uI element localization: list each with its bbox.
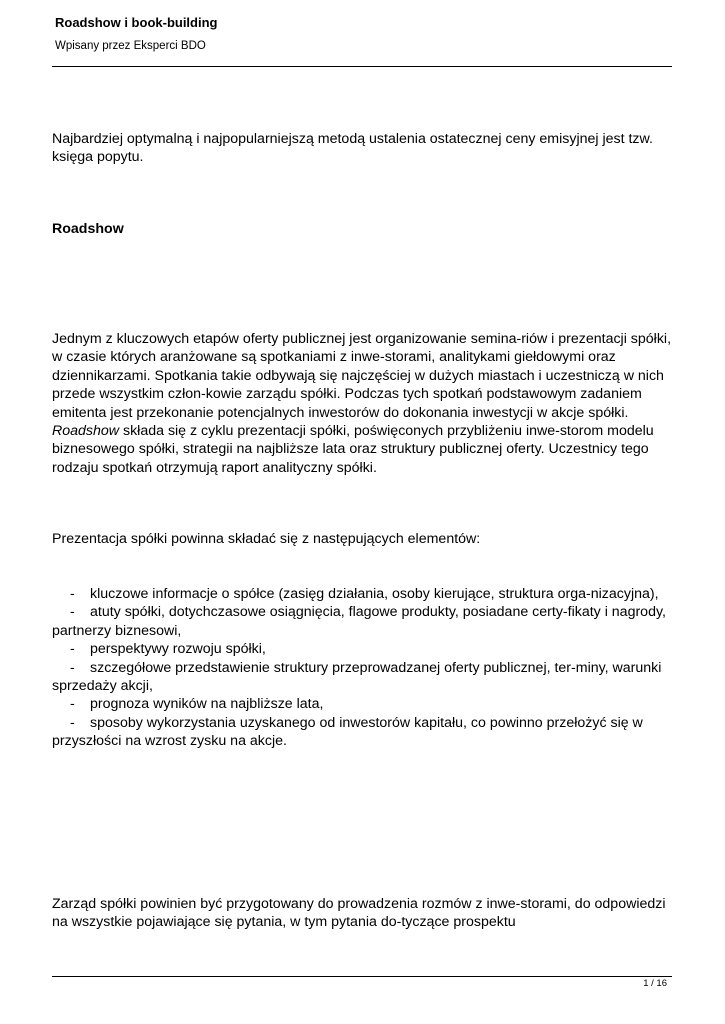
document-title: Roadshow i book-building [55, 15, 218, 30]
list-item [52, 585, 677, 603]
footer-divider [52, 976, 672, 977]
presentation-elements-list [52, 585, 677, 751]
list-item [52, 603, 677, 640]
board-preparation-paragraph: Zarząd spółki powinien być przygotowany do prowadzenia rozmów z inwe-storami, do odpowiedzi na wszystkie pojawiające się pytania, w tym pytania do-tyczące prospektu [52, 896, 666, 931]
list-item-text: atuty spółki, dotychczasowe osiągnięcia, flagowe produkty, posiadane certy-fikaty i nagrody, partnerzy biznesowi, [52, 604, 666, 639]
list-item [52, 714, 677, 751]
roadshow-text-part1: Jednym z kluczowych etapów oferty publicznej jest organizowanie semina-riów i prezentacji spółki, w czasie których aranżowane są spotkaniami z inwe-storami, analitykami giełdowymi oraz dziennikarzami. Spotkania takie odbywają się najczęściej w dużych miastach i uczestniczą w nich przede wszystkim człon-kowie zarządu spółki. Podczas tych spotkań podstawowym zadaniem emitenta jest przekonanie potencjalnych inwestorów do dokonania inwestycji w akcje spółki. [52, 331, 672, 421]
list-dash: - [70, 696, 75, 713]
list-item-text: prognoza wyników na najbliższe lata, [90, 696, 324, 713]
list-item-text: szczegółowe przedstawienie struktury przeprowadzanej oferty publicznej, ter-miny, warunki sprzedaży akcji, [52, 659, 662, 695]
list-item-text: perspektywy rozwoju spółki, [90, 641, 266, 658]
list-item [52, 659, 677, 696]
page-number: 1 / 16 [643, 978, 667, 989]
roadshow-text-part2: składa się z cyklu prezentacji spółki, poświęconych przybliżeniu inwe-storom modelu biznesowego spółki, strategii na najbliższe lata oraz struktury publicznej oferty. Uczestnicy tego rodzaju spotkań otrzymują raport analityczny spółki. [52, 423, 654, 476]
list-item-text: kluczowe informacje o spółce (zasięg działania, osoby kierujące, struktura orga-nizacyjna), [90, 586, 659, 602]
roadshow-italic-term: Roadshow [52, 423, 120, 440]
section-heading-roadshow: Roadshow [52, 221, 124, 237]
list-dash: - [70, 586, 75, 602]
list-dash: - [70, 659, 75, 676]
list-item [52, 695, 677, 713]
elements-intro-paragraph: Prezentacja spółki powinna składać się z następujących elementów: [52, 531, 481, 547]
page-header [55, 14, 672, 54]
list-dash: - [70, 641, 75, 658]
header-divider [52, 66, 672, 67]
roadshow-paragraph [52, 330, 677, 477]
document-byline: Wpisany przez Eksperci BDO [55, 40, 206, 52]
list-item [52, 640, 677, 658]
list-item-text: sposoby wykorzystania uzyskanego od inwestorów kapitału, co powinno przełożyć się w przyszłości na wzrost zysku na akcje. [52, 714, 643, 750]
list-dash: - [70, 604, 75, 621]
list-dash: - [70, 714, 75, 731]
intro-paragraph: Najbardziej optymalną i najpopularniejszą metodą ustalenia ostatecznej ceny emisyjnej jest tzw. księga popytu. [52, 131, 653, 166]
